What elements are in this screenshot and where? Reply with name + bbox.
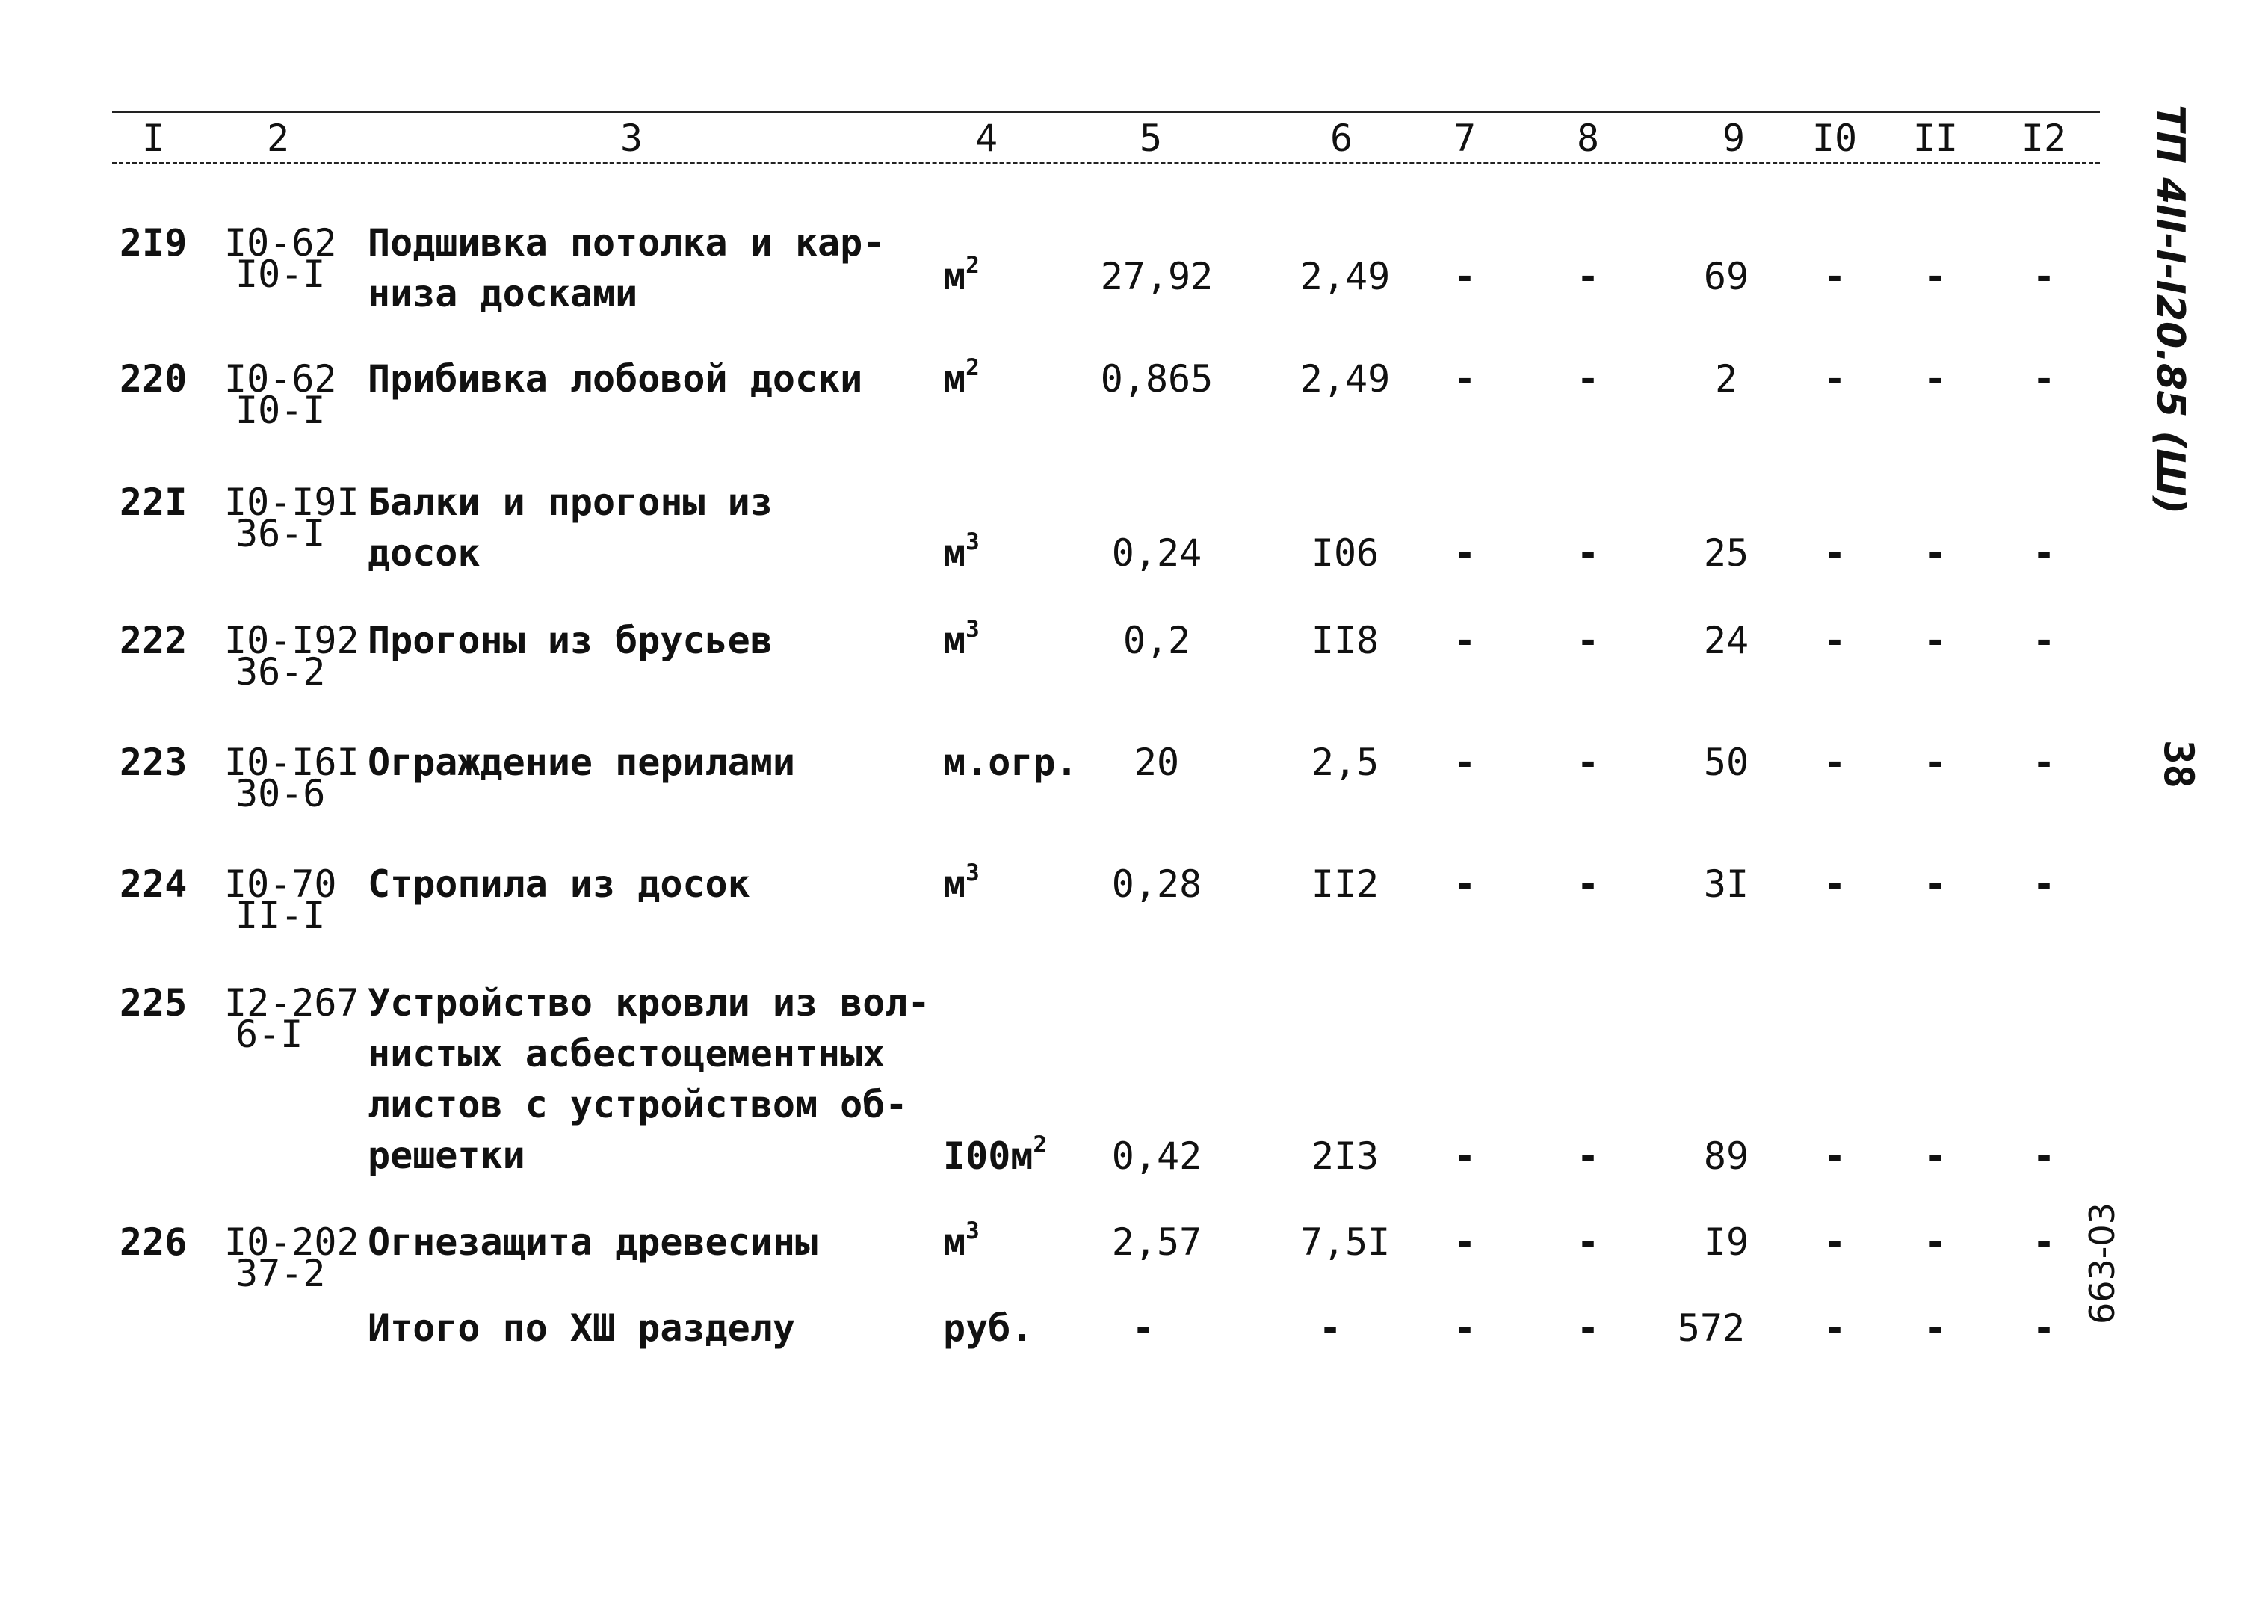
total-unit: руб. — [943, 1306, 1033, 1350]
col-11: - — [1924, 862, 1947, 906]
unit-cost: 2I3 — [1311, 1134, 1379, 1178]
unit-base: м — [943, 862, 966, 906]
column-header: I0 — [1811, 117, 1858, 160]
unit-base: м — [943, 255, 966, 298]
work-description-line: Стропила из досок — [368, 862, 750, 906]
col-12: - — [2032, 531, 2056, 575]
norm-subcode: 6-I — [235, 1013, 303, 1056]
row-number: 224 — [120, 862, 188, 906]
col-8: - — [1576, 741, 1600, 784]
col-8: - — [1576, 1220, 1600, 1264]
unit-base: м — [943, 1220, 966, 1264]
work-description-line: Балки и прогоны из — [368, 481, 773, 524]
work-description-line: решетки — [368, 1134, 525, 1177]
header-top-rule — [112, 111, 2100, 113]
col-8: - — [1576, 357, 1600, 401]
norm-subcode: 36-I — [235, 512, 326, 555]
col-10: - — [1823, 1220, 1847, 1264]
unit — [943, 859, 980, 906]
norm-code: I0-62 — [224, 221, 337, 265]
unit-cost: 2,49 — [1300, 357, 1391, 401]
total-col-5: - — [1131, 1306, 1155, 1350]
norm-code: I0-I6I — [224, 741, 359, 784]
row-number: 226 — [120, 1220, 188, 1264]
col-11: - — [1924, 1220, 1947, 1264]
total-cost: 69 — [1703, 255, 1749, 298]
column-header: II — [1912, 117, 1959, 160]
unit-cost: 2,5 — [1311, 741, 1379, 784]
page-number: 38 — [2155, 740, 2202, 789]
col-11: - — [1924, 741, 1947, 784]
quantity: 20 — [1134, 741, 1180, 784]
col-8: - — [1576, 531, 1600, 575]
column-header: 8 — [1576, 117, 1600, 160]
col-8: - — [1576, 255, 1600, 298]
col-12: - — [2032, 1134, 2056, 1178]
unit — [943, 528, 980, 575]
column-header: I2 — [2021, 117, 2067, 160]
unit-base: м.огр. — [943, 741, 1078, 784]
total-cost: 25 — [1703, 531, 1749, 575]
work-description-line: низа досками — [368, 272, 638, 315]
total-cost: 24 — [1703, 619, 1749, 662]
col-7: - — [1453, 619, 1477, 662]
unit-exponent: 3 — [965, 616, 980, 643]
doc-code-margin: ТП 4II-I-I20.85 (Ш) — [2148, 105, 2193, 515]
unit-cost: I06 — [1311, 531, 1379, 575]
col-11: - — [1924, 255, 1947, 298]
total-col-6: - — [1318, 1306, 1342, 1350]
norm-code: I0-70 — [224, 862, 337, 906]
total-label: Итого по XШ разделу — [368, 1306, 795, 1350]
norm-code: I2-267 — [224, 981, 359, 1025]
unit-exponent: 2 — [965, 252, 980, 280]
col-12: - — [2032, 741, 2056, 784]
col-8: - — [1576, 862, 1600, 906]
total-cost: 3I — [1703, 862, 1749, 906]
col-11: - — [1924, 357, 1947, 401]
col-11: - — [1924, 1134, 1947, 1178]
unit-cost: II8 — [1311, 619, 1379, 662]
quantity: 0,28 — [1111, 862, 1202, 906]
total-cost: 2 — [1714, 357, 1738, 401]
row-number: 2I9 — [120, 221, 188, 265]
norm-code: I0-I92 — [224, 619, 359, 662]
work-description-line: Ограждение перилами — [368, 741, 795, 784]
unit-exponent: 3 — [965, 1217, 980, 1245]
total-col-8: - — [1576, 1306, 1600, 1350]
total-col-12: - — [2032, 1306, 2056, 1350]
work-description-line: досок — [368, 531, 481, 575]
total-sum: 572 — [1677, 1306, 1746, 1350]
col-12: - — [2032, 357, 2056, 401]
row-number: 220 — [120, 357, 188, 401]
unit-cost: 2,49 — [1300, 255, 1391, 298]
norm-subcode: 30-6 — [235, 772, 326, 815]
work-description-line: Огнезащита древесины — [368, 1220, 818, 1264]
unit-base: I00м — [943, 1134, 1033, 1178]
norm-subcode: II-I — [235, 894, 326, 937]
unit — [943, 354, 980, 401]
column-header: 2 — [266, 117, 290, 160]
norm-code: I0-I9I — [224, 481, 359, 524]
norm-subcode: 37-2 — [235, 1252, 326, 1295]
total-cost: I9 — [1703, 1220, 1749, 1264]
norm-subcode: I0-I — [235, 389, 326, 432]
col-7: - — [1453, 357, 1477, 401]
column-header: 6 — [1329, 117, 1353, 160]
col-12: - — [2032, 255, 2056, 298]
norm-subcode: 36-2 — [235, 650, 326, 694]
quantity: 0,24 — [1111, 531, 1202, 575]
unit — [943, 1217, 980, 1264]
unit-exponent: 3 — [965, 859, 980, 887]
work-description-line: Прогоны из брусьев — [368, 619, 773, 662]
col-10: - — [1823, 255, 1847, 298]
col-10: - — [1823, 531, 1847, 575]
col-10: - — [1823, 619, 1847, 662]
col-8: - — [1576, 1134, 1600, 1178]
unit-base: м — [943, 531, 966, 575]
header-bottom-rule — [112, 162, 2100, 164]
quantity: 0,865 — [1100, 357, 1214, 401]
col-11: - — [1924, 531, 1947, 575]
row-number: 22I — [120, 481, 188, 524]
col-12: - — [2032, 862, 2056, 906]
unit-base: м — [943, 357, 966, 401]
quantity: 27,92 — [1100, 255, 1214, 298]
unit-base: м — [943, 619, 966, 662]
unit-exponent: 3 — [965, 528, 980, 556]
col-10: - — [1823, 357, 1847, 401]
norm-subcode: I0-I — [235, 253, 326, 296]
col-12: - — [2032, 1220, 2056, 1264]
row-number: 223 — [120, 741, 188, 784]
row-number: 222 — [120, 619, 188, 662]
unit-cost: 7,5I — [1300, 1220, 1391, 1264]
col-10: - — [1823, 741, 1847, 784]
work-description-line: нистых асбестоцементных — [368, 1032, 886, 1075]
work-description-line: листов с устройством об- — [368, 1083, 908, 1126]
column-header: 9 — [1722, 117, 1746, 160]
total-col-10: - — [1823, 1306, 1847, 1350]
col-7: - — [1453, 531, 1477, 575]
work-description-line: Подшивка потолка и кар- — [368, 221, 886, 265]
quantity: 0,42 — [1111, 1134, 1202, 1178]
quantity: 2,57 — [1111, 1220, 1202, 1264]
col-7: - — [1453, 255, 1477, 298]
unit-exponent: 2 — [1033, 1131, 1048, 1159]
col-10: - — [1823, 1134, 1847, 1178]
col-8: - — [1576, 619, 1600, 662]
col-12: - — [2032, 619, 2056, 662]
col-7: - — [1453, 862, 1477, 906]
unit-cost: II2 — [1311, 862, 1379, 906]
work-description-line: Прибивка лобовой доски — [368, 357, 863, 401]
row-number: 225 — [120, 981, 188, 1025]
total-cost: 50 — [1703, 741, 1749, 784]
work-description-line: Устройство кровли из вол- — [368, 981, 930, 1025]
unit-exponent: 2 — [965, 354, 980, 382]
col-7: - — [1453, 1134, 1477, 1178]
col-7: - — [1453, 741, 1477, 784]
sheet-code: 663-03 — [2082, 1202, 2122, 1324]
col-7: - — [1453, 1220, 1477, 1264]
column-header: 5 — [1139, 117, 1163, 160]
column-header: I — [141, 117, 165, 160]
col-11: - — [1924, 619, 1947, 662]
total-col-7: - — [1453, 1306, 1477, 1350]
col-10: - — [1823, 862, 1847, 906]
unit — [943, 741, 1078, 784]
column-header: 4 — [974, 117, 998, 160]
norm-code: I0-62 — [224, 357, 337, 401]
column-header: 3 — [619, 117, 643, 160]
unit — [943, 1131, 1048, 1178]
norm-code: I0-202 — [224, 1220, 359, 1264]
total-cost: 89 — [1703, 1134, 1749, 1178]
total-col-11: - — [1924, 1306, 1947, 1350]
unit — [943, 252, 980, 298]
column-header: 7 — [1453, 117, 1477, 160]
unit — [943, 616, 980, 662]
quantity: 0,2 — [1122, 619, 1191, 662]
